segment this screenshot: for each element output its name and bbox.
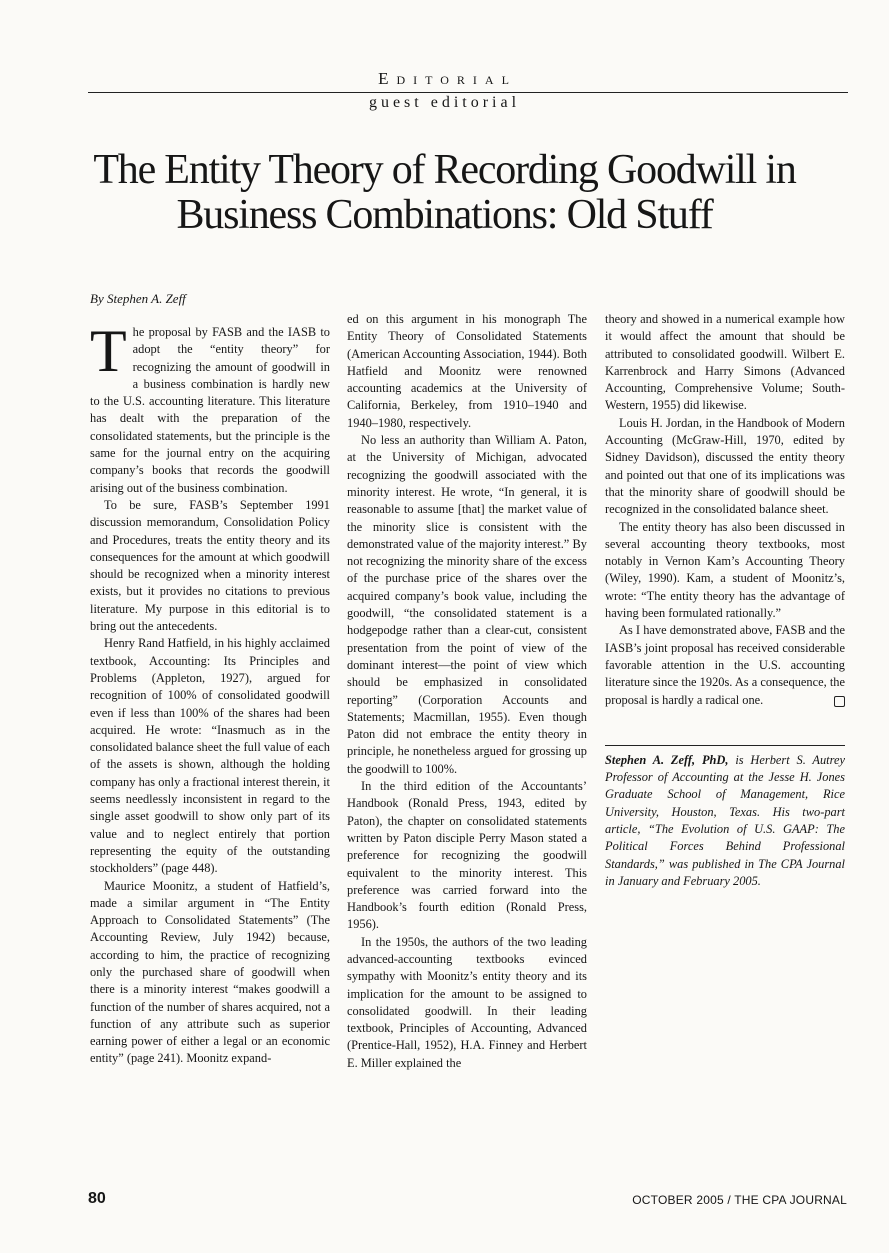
paragraph: Maurice Moonitz, a student of Hatfield’s, made a similar argument in “The Entity Approach to Consolidated Statements” (The Accounting Review, July 1942) because, according to him, the practice of recognizing only the purchased share of goodwill when there is a minority interest “makes goodwill a function of the number of shares acquired, not a function of any attribute such as superior earning power of either a legal or an economic entity” (page 241). Moonitz expand- — [90, 878, 330, 1066]
paragraph: To be sure, FASB’s September 1991 discussion memorandum, Consolidation Policy and Procedures, treats the entity theory and its consequences for the amount at which goodwill should be recognized when a minority interest exists, but it provides no citations to previous literature. My purpose in this editorial is to bring out the antecedents. — [90, 497, 330, 634]
end-mark-icon — [834, 696, 845, 707]
article-title: The Entity Theory of Recording Goodwill in Business Combinations: Old Stuff — [93, 147, 796, 238]
paragraph — [605, 622, 845, 708]
paragraph — [90, 318, 330, 497]
publication-footer: OCTOBER 2005 / THE CPA JOURNAL — [632, 1193, 847, 1207]
column-1 — [90, 318, 330, 1068]
bio-rule — [605, 745, 845, 746]
column-3 — [605, 311, 845, 890]
header-rule — [88, 92, 848, 93]
section-label: Editorial — [378, 69, 517, 88]
drop-cap: T — [90, 318, 127, 384]
paragraph-text: he proposal by FASB and the IASB to adopt the “entity theory” for recognizing the amount of goodwill in a business combination is hardly new to the U.S. accounting literature. This literature has dealt with the preparation of the consolidated statements, but the principle is the same for the journal entry on the acquiring company’s books that records the goodwill arising out of the business combination. — [90, 325, 330, 495]
byline: By Stephen A. Zeff — [90, 291, 186, 306]
paragraph: No less an authority than William A. Paton, at the University of Michigan, advocated recognizing the goodwill associated with the minority interest. He wrote, “In general, it is reasonable to assume [that] the market value of the minority slice is consistent with the demonstrated value of the majority interest.” By not recognizing the minority share of the excess of the purchase price of the shares over the acquired company’s book value, including the goodwill, “the consolidated statement is a hodgepodge rather than a clear-cut, consistent presentation from the point of view of the dominant interest—the point of view which should be emphasized in consolidated reporting” (Corporation Accounts and Statements; Macmillan, 1955). Even though Paton did not embrace the entity theory in principle, he nonetheless argued for grossing up the goodwill to 100%. — [347, 433, 587, 776]
paragraph: In the 1950s, the authors of the two leading advanced-accounting textbooks evinced sympathy with Moonitz’s entity theory and its implication for the amount to be assigned to consolidated goodwill. In their leading textbook, Principles of Accounting, Advanced (Prentice-Hall, 1952), H.A. Finney and Herbert E. Miller explained the — [347, 934, 587, 1070]
author-name: Stephen A. Zeff, PhD, — [605, 752, 729, 767]
paragraph: In the third edition of the Accountants’ Handbook (Ronald Press, 1943, edited by Paton), the chapter on consolidated statements written by Paton disciple Perry Mason stated a preference for recognizing the goodwill equivalent to the minority interest. This preference was carried forward into the Handbook’s fourth edition (Ronald Press, 1956). — [347, 779, 587, 932]
column-2 — [347, 311, 587, 1072]
paragraph: The entity theory has also been discussed in several accounting theory textbooks, most notably in Vernon Kam’s Accounting Theory (Wiley, 1990). Kam, a student of Moonitz’s, wrote: “The entity theory has the advantage of having been formulated rationally.” — [605, 519, 845, 621]
paragraph: ed on this argument in his monograph The Entity Theory of Consolidated Statements (American Accounting Association, 1944). Both Hatfield and Moonitz were renowned accounting academics at the University of California, Berkeley, from 1910–1940 and 1940–1980, respectively. — [347, 312, 587, 430]
paragraph: theory and showed in a numerical example how it would affect the amount that should be attributed to consolidated goodwill. Wilbert E. Karrenbrock and Harry Simons (Advanced Accounting, Comprehensive Volume; South-Western, 1955) did likewise. — [605, 312, 845, 413]
paragraph: Louis H. Jordan, in the Handbook of Modern Accounting (McGraw-Hill, 1970, edited by Sidney Davidson), discussed the entity theory and pointed out that one of its implications was that the minority share of goodwill should be recognized in the consolidated balance sheet. — [605, 415, 845, 517]
page-number: 80 — [88, 1190, 106, 1207]
paragraph-text: As I have demonstrated above, FASB and the IASB’s joint proposal has received considerable favorable attention in the U.S. accounting literature since the 1920s. As a consequence, the proposal is hardly a radical one. — [605, 623, 845, 707]
author-bio — [605, 752, 845, 890]
paragraph: Henry Rand Hatfield, in his highly acclaimed textbook, Accounting: Its Principles and Problems (Appleton, 1927), argued for recognition of 100% of consolidated goodwill even if less than 100% of the shares had been acquired. He wrote: “Inasmuch as in the consolidated balance sheet the full value of each of the assets is shown, although the holding company has only a fractional interest therein, it seems needlessly inconsistent in regard to the single asset goodwill to show only part of its value and to neglect entirely that portion representing the equity of the outstanding stockholders” (page 448). — [90, 636, 330, 876]
section-header — [0, 70, 889, 88]
subsection-label: guest editorial — [368, 94, 521, 111]
author-bio-text: is Herbert S. Autrey Professor of Accounting at the Jesse H. Jones Graduate School of Management, Rice University, Houston, Texas. His two-part article, “The Evolution of U.S. GAAP: The Political Forces Behind Professional Standards,” was published in The CPA Journal in January and February 2005. — [605, 752, 845, 888]
